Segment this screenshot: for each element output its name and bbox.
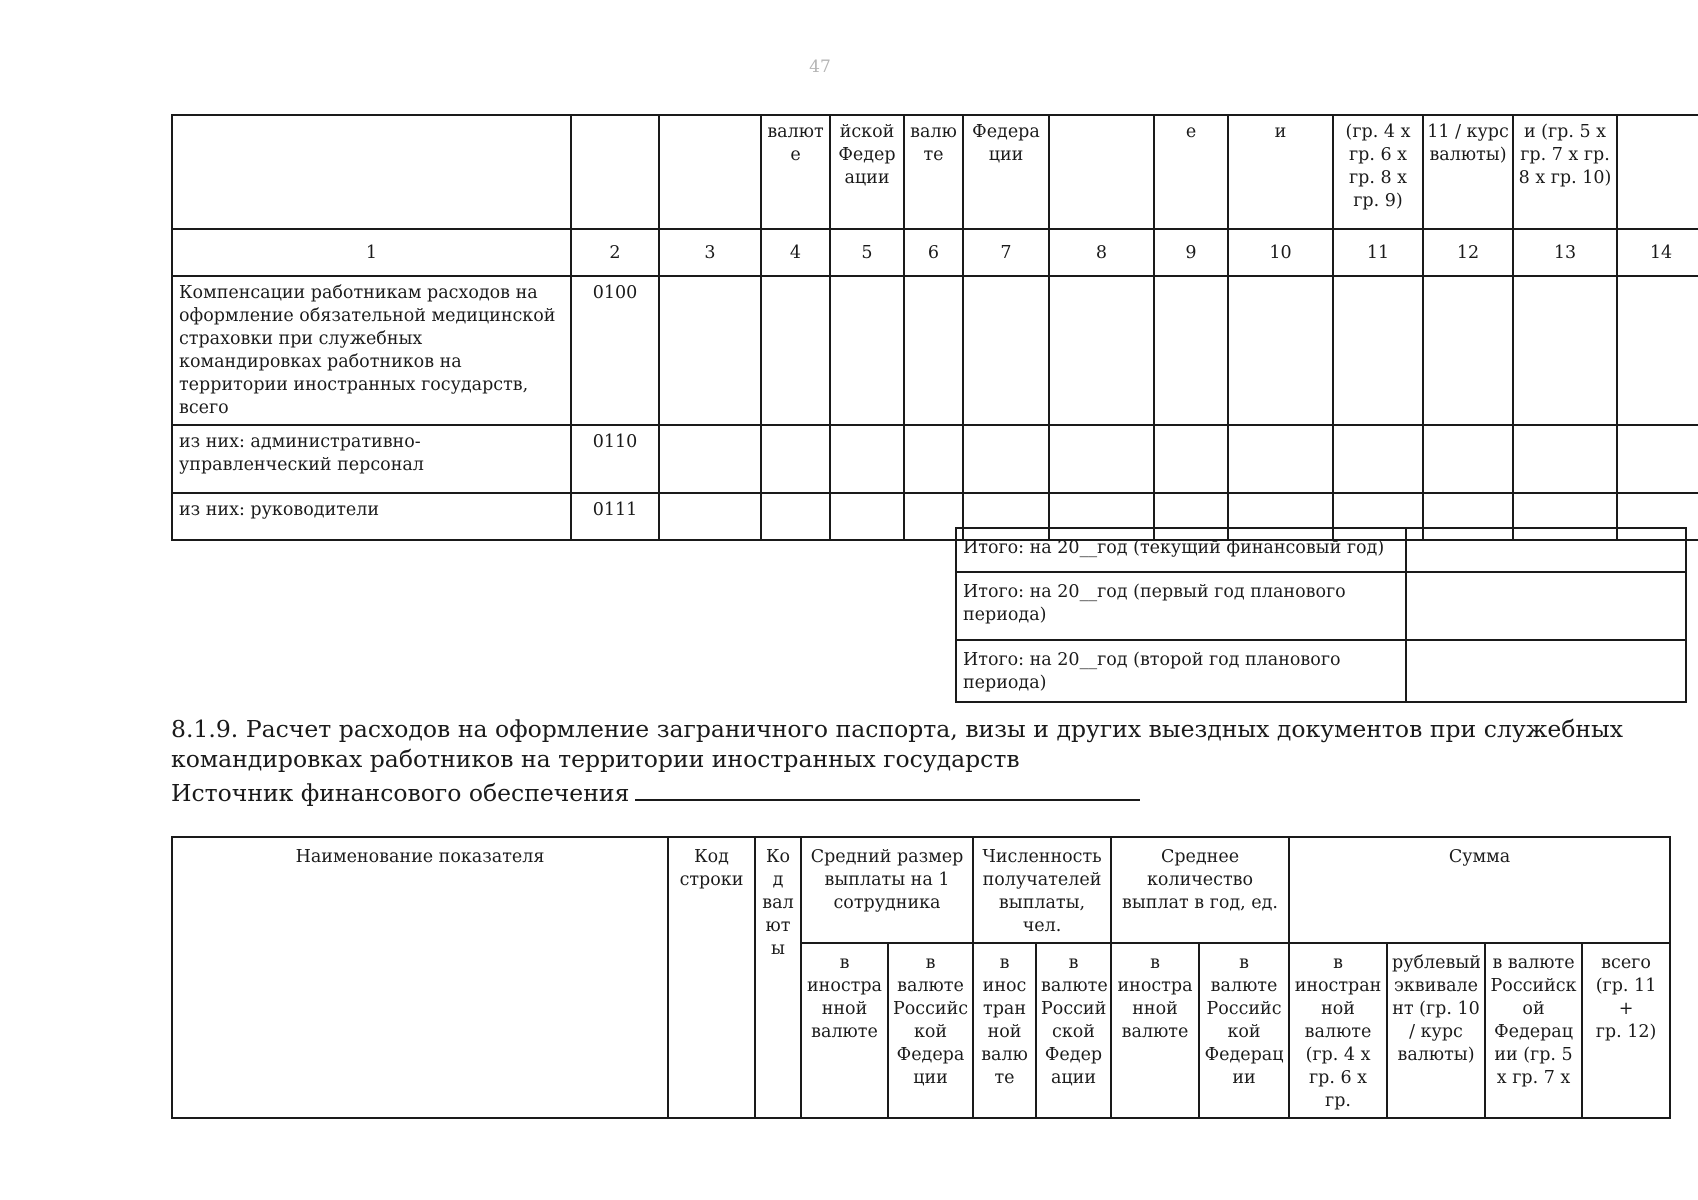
row-name: из них: руководители (172, 493, 571, 540)
column-number: 2 (571, 229, 659, 276)
column-number: 8 (1049, 229, 1154, 276)
section-heading-line2: командировках работников на территории иностранных государств (171, 745, 1020, 773)
data-cell[interactable] (1617, 276, 1698, 425)
funding-source (171, 775, 1140, 808)
totals-value-cell[interactable] (1406, 640, 1686, 702)
subheader-cell: в иностра нной валюте (801, 943, 888, 1118)
header-cell (1049, 115, 1154, 229)
data-cell[interactable] (1228, 425, 1333, 493)
table-row (172, 425, 1698, 493)
header-cell: валю те (904, 115, 963, 229)
data-cell[interactable] (761, 276, 830, 425)
subheader-cell: в валюте Российс кой Федерац ии (1199, 943, 1289, 1118)
header-cell: Федера ции (963, 115, 1049, 229)
data-cell[interactable] (1228, 276, 1333, 425)
header-sum: Сумма (1289, 837, 1670, 943)
header-cell (1617, 115, 1698, 229)
header-currency-code: Ко д вал ют ы (755, 837, 801, 1118)
column-number: 1 (172, 229, 571, 276)
subheader-cell: в иностран ной валюте (гр. 4 х гр. 6 х гр. (1289, 943, 1387, 1118)
data-cell[interactable] (963, 425, 1049, 493)
data-cell[interactable] (1333, 276, 1423, 425)
data-cell[interactable] (963, 276, 1049, 425)
header-cell: е (1154, 115, 1228, 229)
column-number: 13 (1513, 229, 1617, 276)
header-cell: 11 / курс валюты) (1423, 115, 1513, 229)
funding-source-field[interactable] (635, 775, 1140, 801)
data-cell[interactable] (659, 425, 761, 493)
totals-row (956, 572, 1686, 640)
column-number: 11 (1333, 229, 1423, 276)
data-cell[interactable] (1513, 276, 1617, 425)
header-cell (571, 115, 659, 229)
data-cell[interactable] (1513, 425, 1617, 493)
data-cell[interactable] (1049, 425, 1154, 493)
row-code: 0100 (571, 276, 659, 425)
row-name: Компенсации работникам расходов на оформление обязательной медицинской страховки при служебных командировках работников на территории иностранных государств, всего (172, 276, 571, 425)
header-recipients: Численность получателей выплаты, чел. (973, 837, 1111, 943)
row-name: из них: административно-управленческий персонал (172, 425, 571, 493)
column-number: 4 (761, 229, 830, 276)
column-number: 5 (830, 229, 904, 276)
subheader-cell: в валюте Российс кой Федера ции (888, 943, 973, 1118)
header-avg-payment: Средний размер выплаты на 1 сотрудника (801, 837, 973, 943)
column-number: 6 (904, 229, 963, 276)
totals-label: Итого: на 20__год (первый год планового периода) (956, 572, 1406, 640)
data-cell[interactable] (659, 276, 761, 425)
section-heading-line1: 8.1.9. Расчет расходов на оформление заграничного паспорта, визы и других выездных документов при служебных (171, 715, 1623, 743)
data-cell[interactable] (1154, 425, 1228, 493)
totals-row (956, 640, 1686, 702)
data-cell[interactable] (1423, 276, 1513, 425)
page-number: 47 (809, 57, 831, 77)
header-name: Наименование показателя (172, 837, 668, 1118)
column-number: 12 (1423, 229, 1513, 276)
totals-value-cell[interactable] (1406, 572, 1686, 640)
totals-value-cell[interactable] (1406, 528, 1686, 572)
subheader-cell: в валюте Россий ской Федер ации (1036, 943, 1111, 1118)
data-cell[interactable] (830, 276, 904, 425)
data-cell[interactable] (761, 493, 830, 540)
data-cell[interactable] (1154, 276, 1228, 425)
subheader-cell: в валюте Российск ой Федерац ии (гр. 5 х гр. 7 х (1485, 943, 1582, 1118)
data-cell[interactable] (830, 425, 904, 493)
header-cell: йской Федер ации (830, 115, 904, 229)
passport-visa-table (171, 836, 1671, 1119)
insurance-table (171, 114, 1698, 541)
section-heading (171, 714, 1623, 744)
totals-label: Итого: на 20__год (текущий финансовый год) (956, 528, 1406, 572)
data-cell[interactable] (659, 493, 761, 540)
data-cell[interactable] (1423, 425, 1513, 493)
header-row (172, 115, 1698, 229)
header-cell: валют е (761, 115, 830, 229)
header-cell (659, 115, 761, 229)
column-number: 9 (1154, 229, 1228, 276)
totals-row (956, 528, 1686, 572)
totals-label: Итого: на 20__год (второй год планового периода) (956, 640, 1406, 702)
data-cell[interactable] (904, 425, 963, 493)
column-number-row (172, 229, 1698, 276)
header-avg-count: Среднее количество выплат в год, ед. (1111, 837, 1289, 943)
column-number: 10 (1228, 229, 1333, 276)
header-row-code: Код строки (668, 837, 755, 1118)
data-cell[interactable] (1617, 425, 1698, 493)
row-code: 0111 (571, 493, 659, 540)
data-cell[interactable] (761, 425, 830, 493)
data-cell[interactable] (1333, 425, 1423, 493)
funding-source-label: Источник финансового обеспечения (171, 779, 630, 807)
data-cell[interactable] (1049, 276, 1154, 425)
header-row (172, 837, 1670, 943)
data-cell[interactable] (904, 276, 963, 425)
column-number: 3 (659, 229, 761, 276)
column-number: 7 (963, 229, 1049, 276)
totals-table (955, 527, 1687, 703)
header-cell: и (1228, 115, 1333, 229)
subheader-cell: рублевый эквивале нт (гр. 10 / курс валюты) (1387, 943, 1485, 1118)
data-cell[interactable] (830, 493, 904, 540)
subheader-cell: в инос тран ной валю те (973, 943, 1036, 1118)
row-code: 0110 (571, 425, 659, 493)
header-cell: и (гр. 5 х гр. 7 х гр. 8 х гр. 10) (1513, 115, 1617, 229)
header-cell (172, 115, 571, 229)
column-number: 14 (1617, 229, 1698, 276)
table-row (172, 276, 1698, 425)
header-cell: (гр. 4 х гр. 6 х гр. 8 х гр. 9) (1333, 115, 1423, 229)
subheader-cell: всего (гр. 11 + гр. 12) (1582, 943, 1670, 1118)
subheader-cell: в иностра нной валюте (1111, 943, 1199, 1118)
